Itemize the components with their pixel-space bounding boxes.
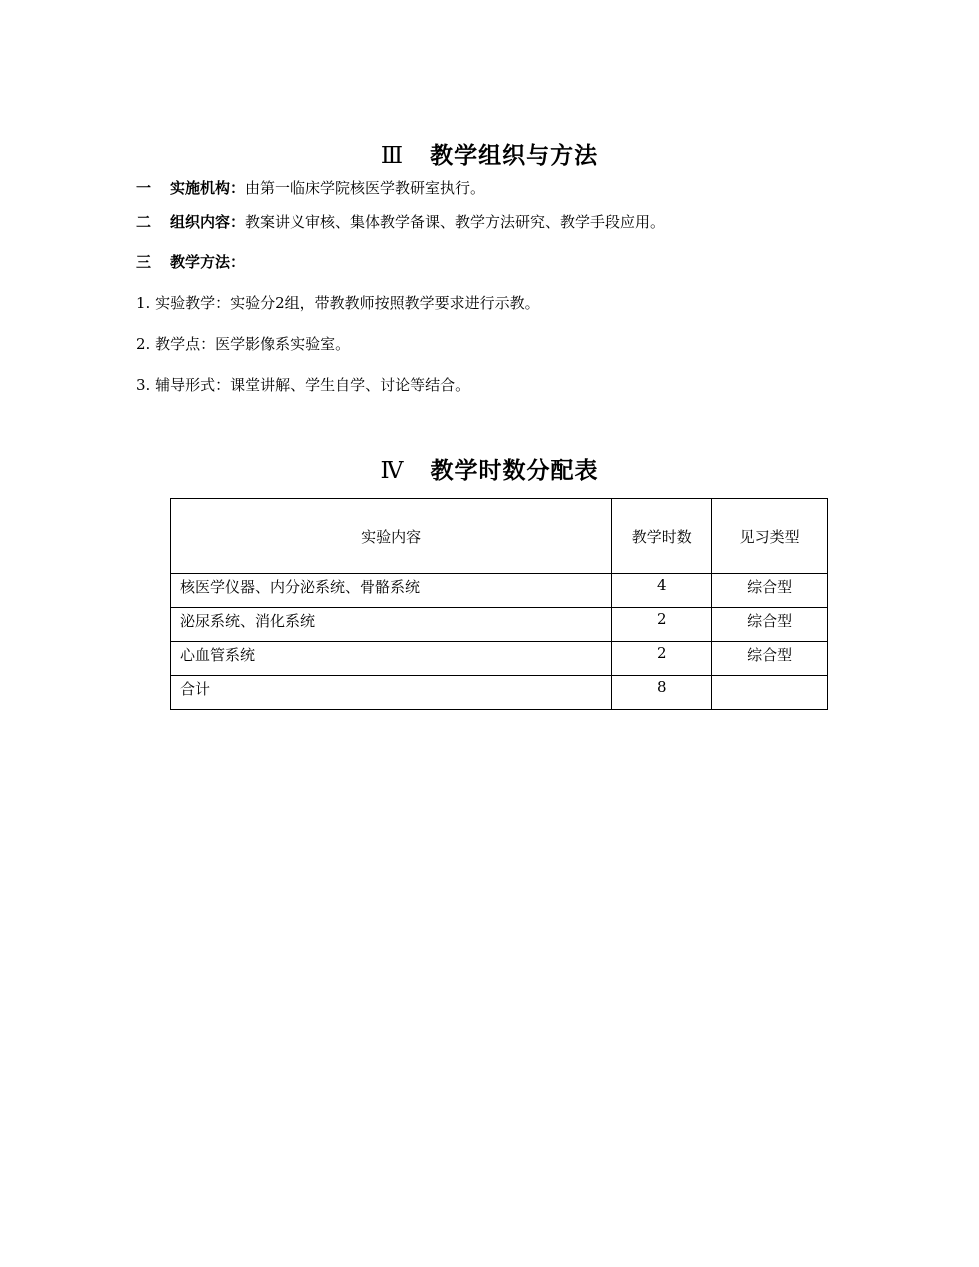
table-row [171,608,828,642]
item-implementing-body [136,177,485,198]
header-type: 见习类型 [712,499,828,574]
cell-content: 核医学仪器、内分泌系统、骨骼系统 [171,574,612,608]
section-3-numeral: Ⅲ [380,143,405,169]
table-total-row [171,676,828,710]
cell-type: 综合型 [712,574,828,608]
header-hours: 教学时数 [612,499,712,574]
method-item-2: 2. 教学点：医学影像系实验室。 [136,335,351,353]
item-label: 实施机构： [170,179,246,197]
cell-hours: 8 [612,676,712,710]
item-mark: 二 [136,213,152,231]
cell-hours: 4 [612,574,712,608]
header-content: 实验内容 [171,499,612,574]
item-teaching-methods [136,251,245,272]
cell-type [712,676,828,710]
item-text: 教案讲义审核、集体教学备课、教学方法研究、教学手段应用。 [245,213,666,231]
item-label: 教学方法： [170,253,246,271]
item-mark: 一 [136,179,152,197]
cell-hours: 2 [612,608,712,642]
method-item-3: 3. 辅导形式：课堂讲解、学生自学、讨论等结合。 [136,376,471,394]
section-3-title [0,137,979,170]
section-4-numeral: Ⅳ [380,458,405,484]
table-header-row [171,499,828,574]
table-row [171,574,828,608]
cell-type: 综合型 [712,608,828,642]
cell-content: 泌尿系统、消化系统 [171,608,612,642]
cell-type: 综合型 [712,642,828,676]
item-label: 组织内容： [170,213,246,231]
table-row [171,642,828,676]
item-mark: 三 [136,253,152,271]
section-4-heading: 教学时数分配表 [430,457,599,484]
section-3-heading: 教学组织与方法 [430,142,599,169]
item-organization-content [136,211,665,232]
hours-allocation-table [170,498,828,710]
section-4-title [0,452,979,485]
cell-content: 心血管系统 [171,642,612,676]
cell-hours: 2 [612,642,712,676]
method-item-1: 1. 实验教学：实验分2组，带教教师按照教学要求进行示教。 [136,294,540,312]
cell-content: 合计 [171,676,612,710]
item-text: 由第一临床学院核医学教研室执行。 [245,179,486,197]
